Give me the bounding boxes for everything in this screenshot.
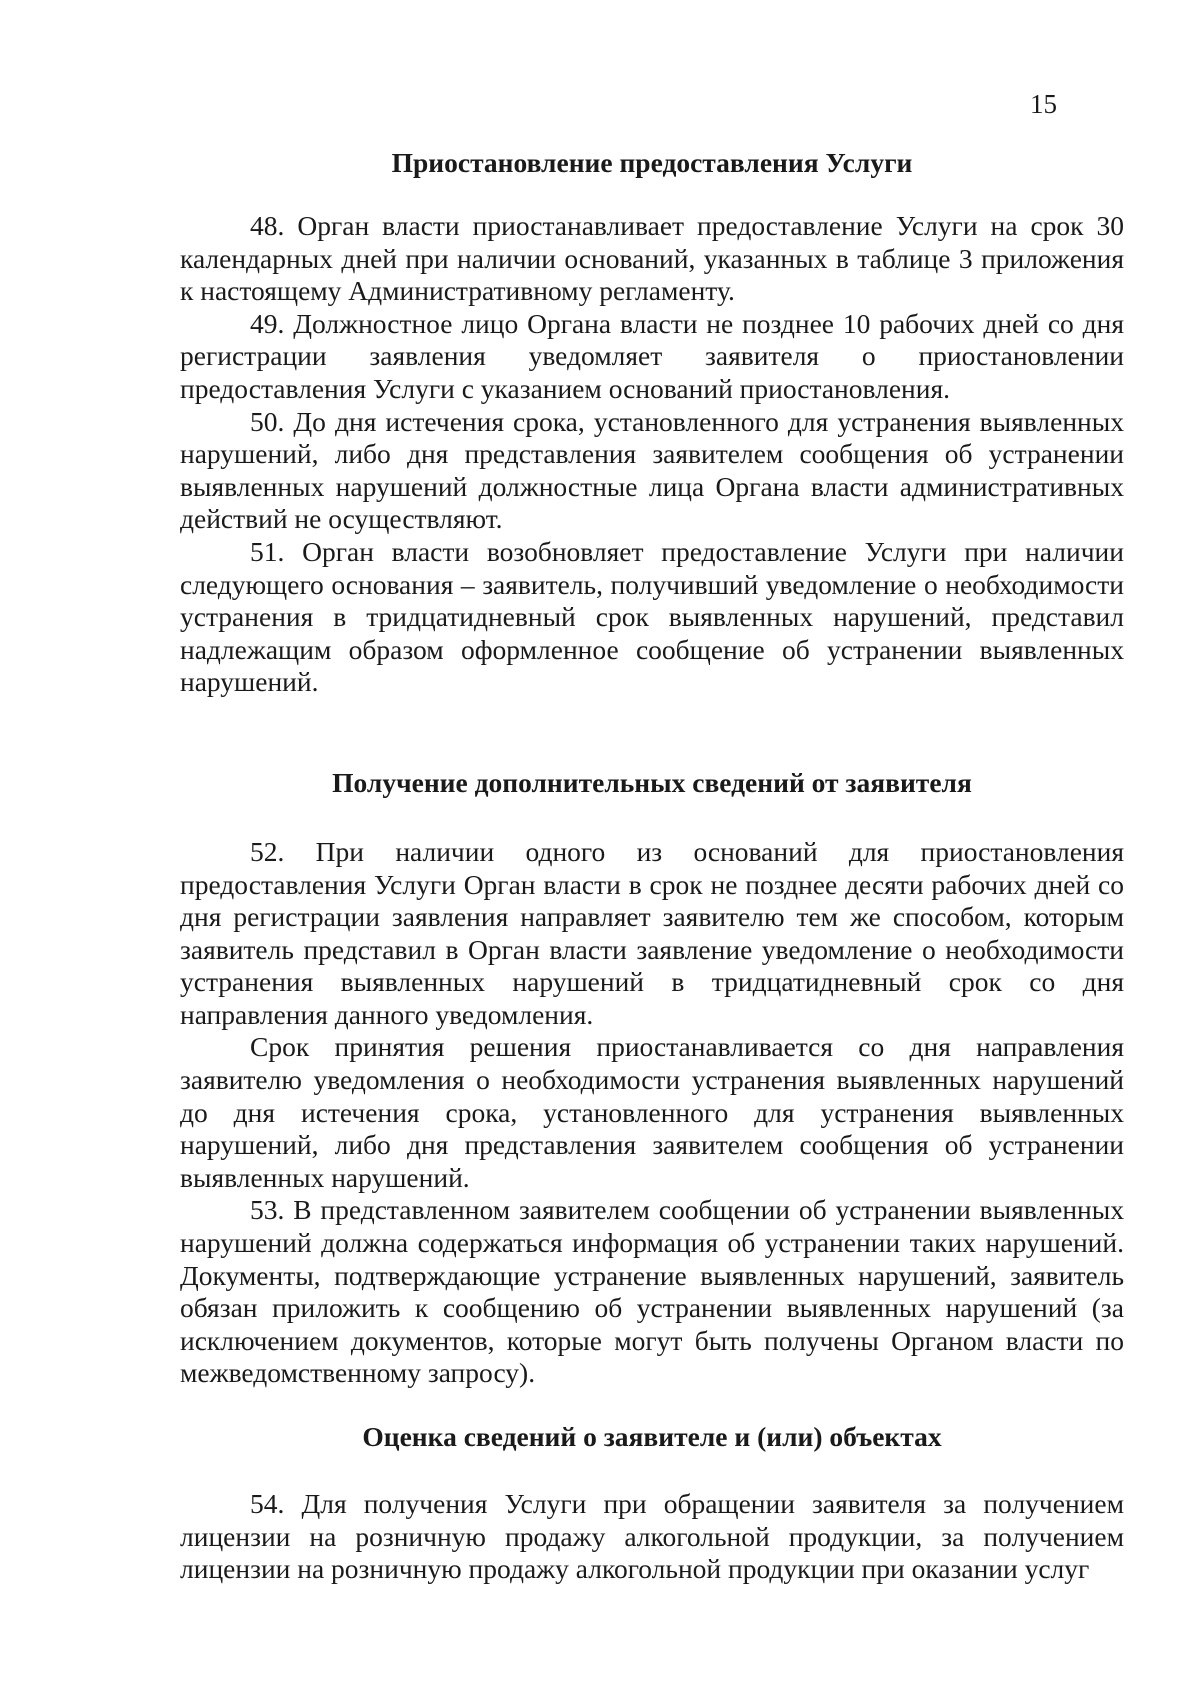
paragraph-52-deadline: Срок принятия решения приостанавливается со дня направления заявителю уведомления о необходимости устранения выявленных нарушений до дня истечения срока, установленного для устранения выявленных нарушений, либо дня представления заявителем сообщения об устранении выявленных нарушений. xyxy=(180,1031,1124,1193)
section-heading-assessment: Оценка сведений о заявителе и (или) объектах xyxy=(362,1421,942,1452)
paragraph-54: 54. Для получения Услуги при обращении заявителя за получением лицензии на розничную продажу алкогольной продукции, за получением лицензии на розничную продажу алкогольной продукции при оказании услуг xyxy=(180,1488,1124,1585)
paragraph-48: 48. Орган власти приостанавливает предоставление Услуги на срок 30 календарных дней при наличии оснований, указанных в таблице 3 приложения к настоящему Административному регламенту. xyxy=(180,210,1124,307)
paragraph-49: 49. Должностное лицо Органа власти не позднее 10 рабочих дней со дня регистрации заявления уведомляет заявителя о приостановлении предоставления Услуги с указанием оснований приостановления. xyxy=(180,307,1124,404)
paragraph-53: 53. В представленном заявителем сообщении об устранении выявленных нарушений должна содержаться информация об устранении таких нарушений. Документы, подтверждающие устранение выявленных нарушений, заявитель обязан приложить к сообщению об устранении выявленных нарушений (за исключением документов, которые могут быть получены Органом власти по межведомственному запросу). xyxy=(180,1194,1124,1389)
paragraph-50: 50. До дня истечения срока, установленного для устранения выявленных нарушений, либо дня представления заявителем сообщения об устранении выявленных нарушений должностные лица Органа власти административных действий не осуществляют. xyxy=(180,405,1124,535)
section-heading-suspension: Приостановление предоставления Услуги xyxy=(391,147,913,178)
section-heading-additional-info: Получение дополнительных сведений от заявителя xyxy=(332,766,972,798)
document-body xyxy=(180,146,1124,1586)
paragraph-51: 51. Орган власти возобновляет предоставление Услуги при наличии следующего основания – заявитель, получивший уведомление о необходимости устранения в тридцатидневный срок выявленных нарушений, представил надлежащим образом оформленное сообщение об устранении выявленных нарушений. xyxy=(180,535,1124,698)
page-number: 15 xyxy=(1030,89,1057,119)
paragraph-52: 52. При наличии одного из оснований для приостановления предоставления Услуги Орган власти в срок не позднее десяти рабочих дней со дня регистрации заявления направляет заявителю тем же способом, которым заявитель представил в Орган власти заявление уведомление о необходимости устранения выявленных нарушений в тридцатидневный срок со дня направления данного уведомления. xyxy=(180,835,1124,1030)
